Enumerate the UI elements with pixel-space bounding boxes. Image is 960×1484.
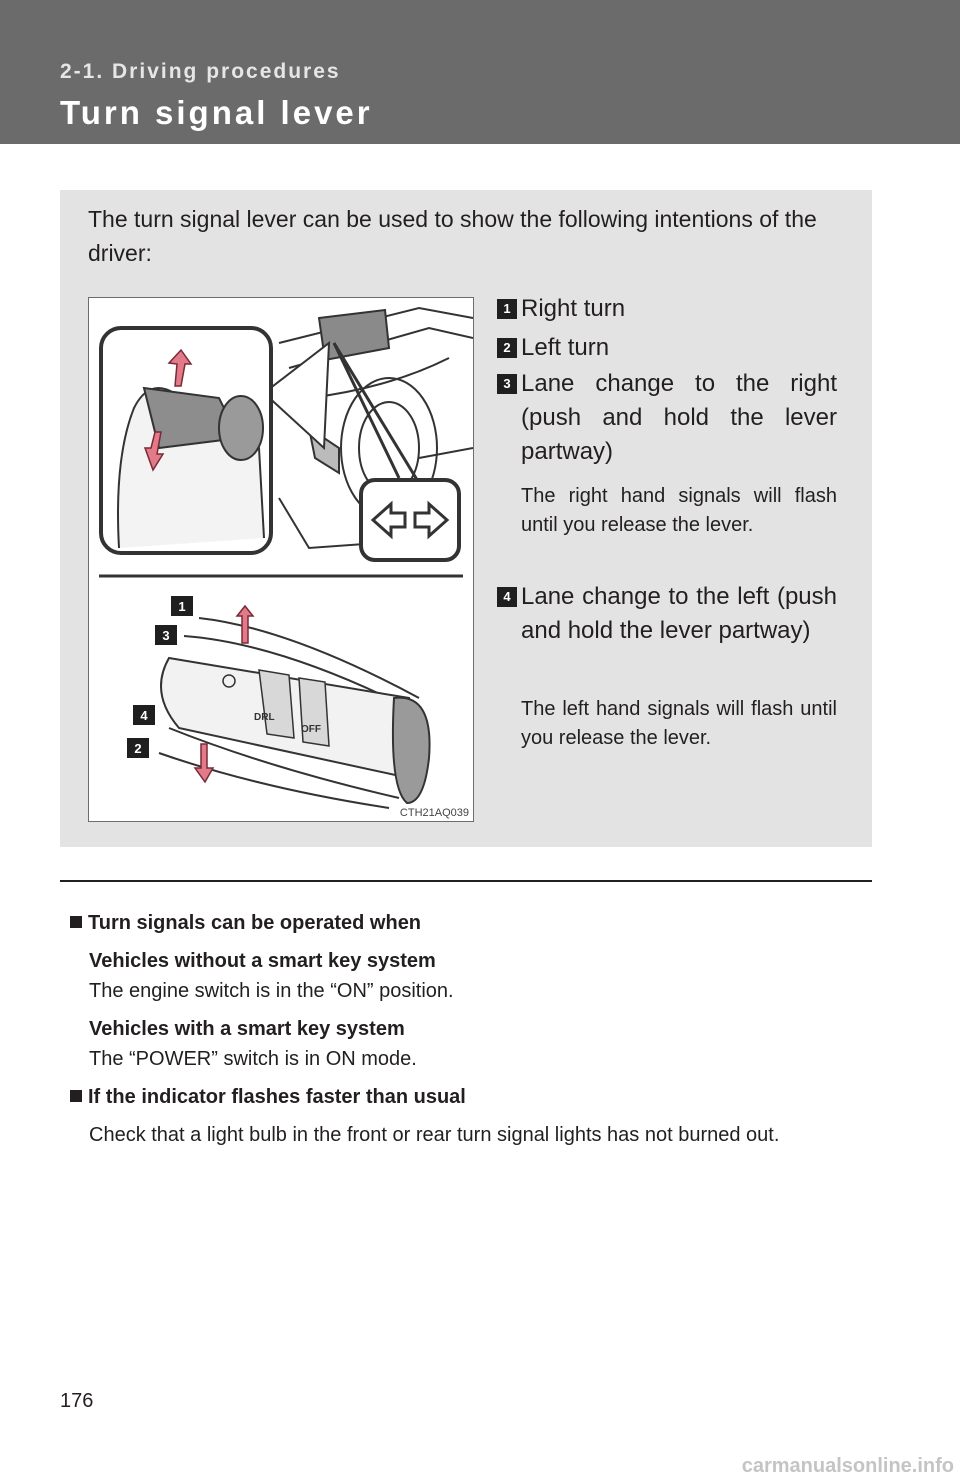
indicator-inset bbox=[361, 480, 459, 560]
callout-text: Lane change to the right (push and hold the lever partway) bbox=[521, 370, 837, 465]
lever-illustration-svg bbox=[89, 298, 473, 821]
sub-heading: Vehicles with a smart key system bbox=[89, 1018, 405, 1040]
callout-right-turn bbox=[497, 292, 837, 326]
callout-text: Lane change to the left (push and hold the lever partway) bbox=[521, 583, 837, 644]
chapter-header bbox=[0, 0, 960, 144]
note-operated-when bbox=[70, 908, 870, 1074]
figure-code: CTH21AQ039 bbox=[399, 807, 469, 819]
callout-left-turn bbox=[497, 331, 837, 365]
hand-inset bbox=[101, 328, 271, 553]
fig-badge-3: 3 bbox=[162, 628, 170, 643]
fig-badge-2: 2 bbox=[134, 741, 142, 756]
callout-lane-change-left bbox=[497, 580, 837, 648]
zoom-line-2 bbox=[334, 343, 399, 478]
info-panel bbox=[60, 190, 872, 847]
callout-number-badge: 1 bbox=[497, 299, 517, 319]
page-title: Turn signal lever bbox=[60, 94, 373, 131]
body-text: Check that a light bulb in the front or rear turn signal lights has not burned out. bbox=[89, 1124, 780, 1146]
off-label: OFF bbox=[301, 724, 321, 735]
body-text: The engine switch is in the “ON” position. bbox=[89, 980, 454, 1002]
watermark: carmanualsonline.info bbox=[741, 1455, 954, 1477]
body-text: The “POWER” switch is in ON mode. bbox=[89, 1048, 417, 1070]
callout-note-left: The left hand signals will flash until you release the lever. bbox=[521, 698, 837, 749]
zoom-wedge bbox=[264, 343, 329, 448]
square-bullet-icon bbox=[70, 916, 82, 928]
note-heading bbox=[70, 908, 870, 938]
callout-note-right: The right hand signals will flash until you release the lever. bbox=[521, 485, 837, 536]
callout-lane-change-right bbox=[497, 367, 837, 469]
section-label: 2-1. Driving procedures bbox=[60, 60, 341, 83]
fig-badge-4: 4 bbox=[140, 708, 148, 723]
callout-number-badge: 2 bbox=[497, 338, 517, 358]
sub-heading: Vehicles without a smart key system bbox=[89, 950, 436, 972]
section-divider bbox=[60, 880, 872, 882]
fig-badge-1: 1 bbox=[178, 599, 186, 614]
note-flashes-faster bbox=[70, 1082, 870, 1150]
note-heading-text: If the indicator flashes faster than usual bbox=[88, 1086, 466, 1108]
note-heading bbox=[70, 1082, 870, 1112]
square-bullet-icon bbox=[70, 1090, 82, 1102]
note-heading-text: Turn signals can be operated when bbox=[88, 912, 422, 934]
callout-number-badge: 3 bbox=[497, 374, 517, 394]
lever-detail bbox=[127, 596, 430, 808]
page-number: 176 bbox=[60, 1390, 94, 1412]
callout-text: Right turn bbox=[521, 295, 626, 322]
callout-text: Left turn bbox=[521, 334, 610, 361]
turn-signal-illustration bbox=[88, 297, 474, 822]
drl-label: DRL bbox=[254, 712, 275, 723]
intro-text: The turn signal lever can be used to show the following intentions of the driver: bbox=[88, 206, 817, 266]
callout-number-badge: 4 bbox=[497, 587, 517, 607]
